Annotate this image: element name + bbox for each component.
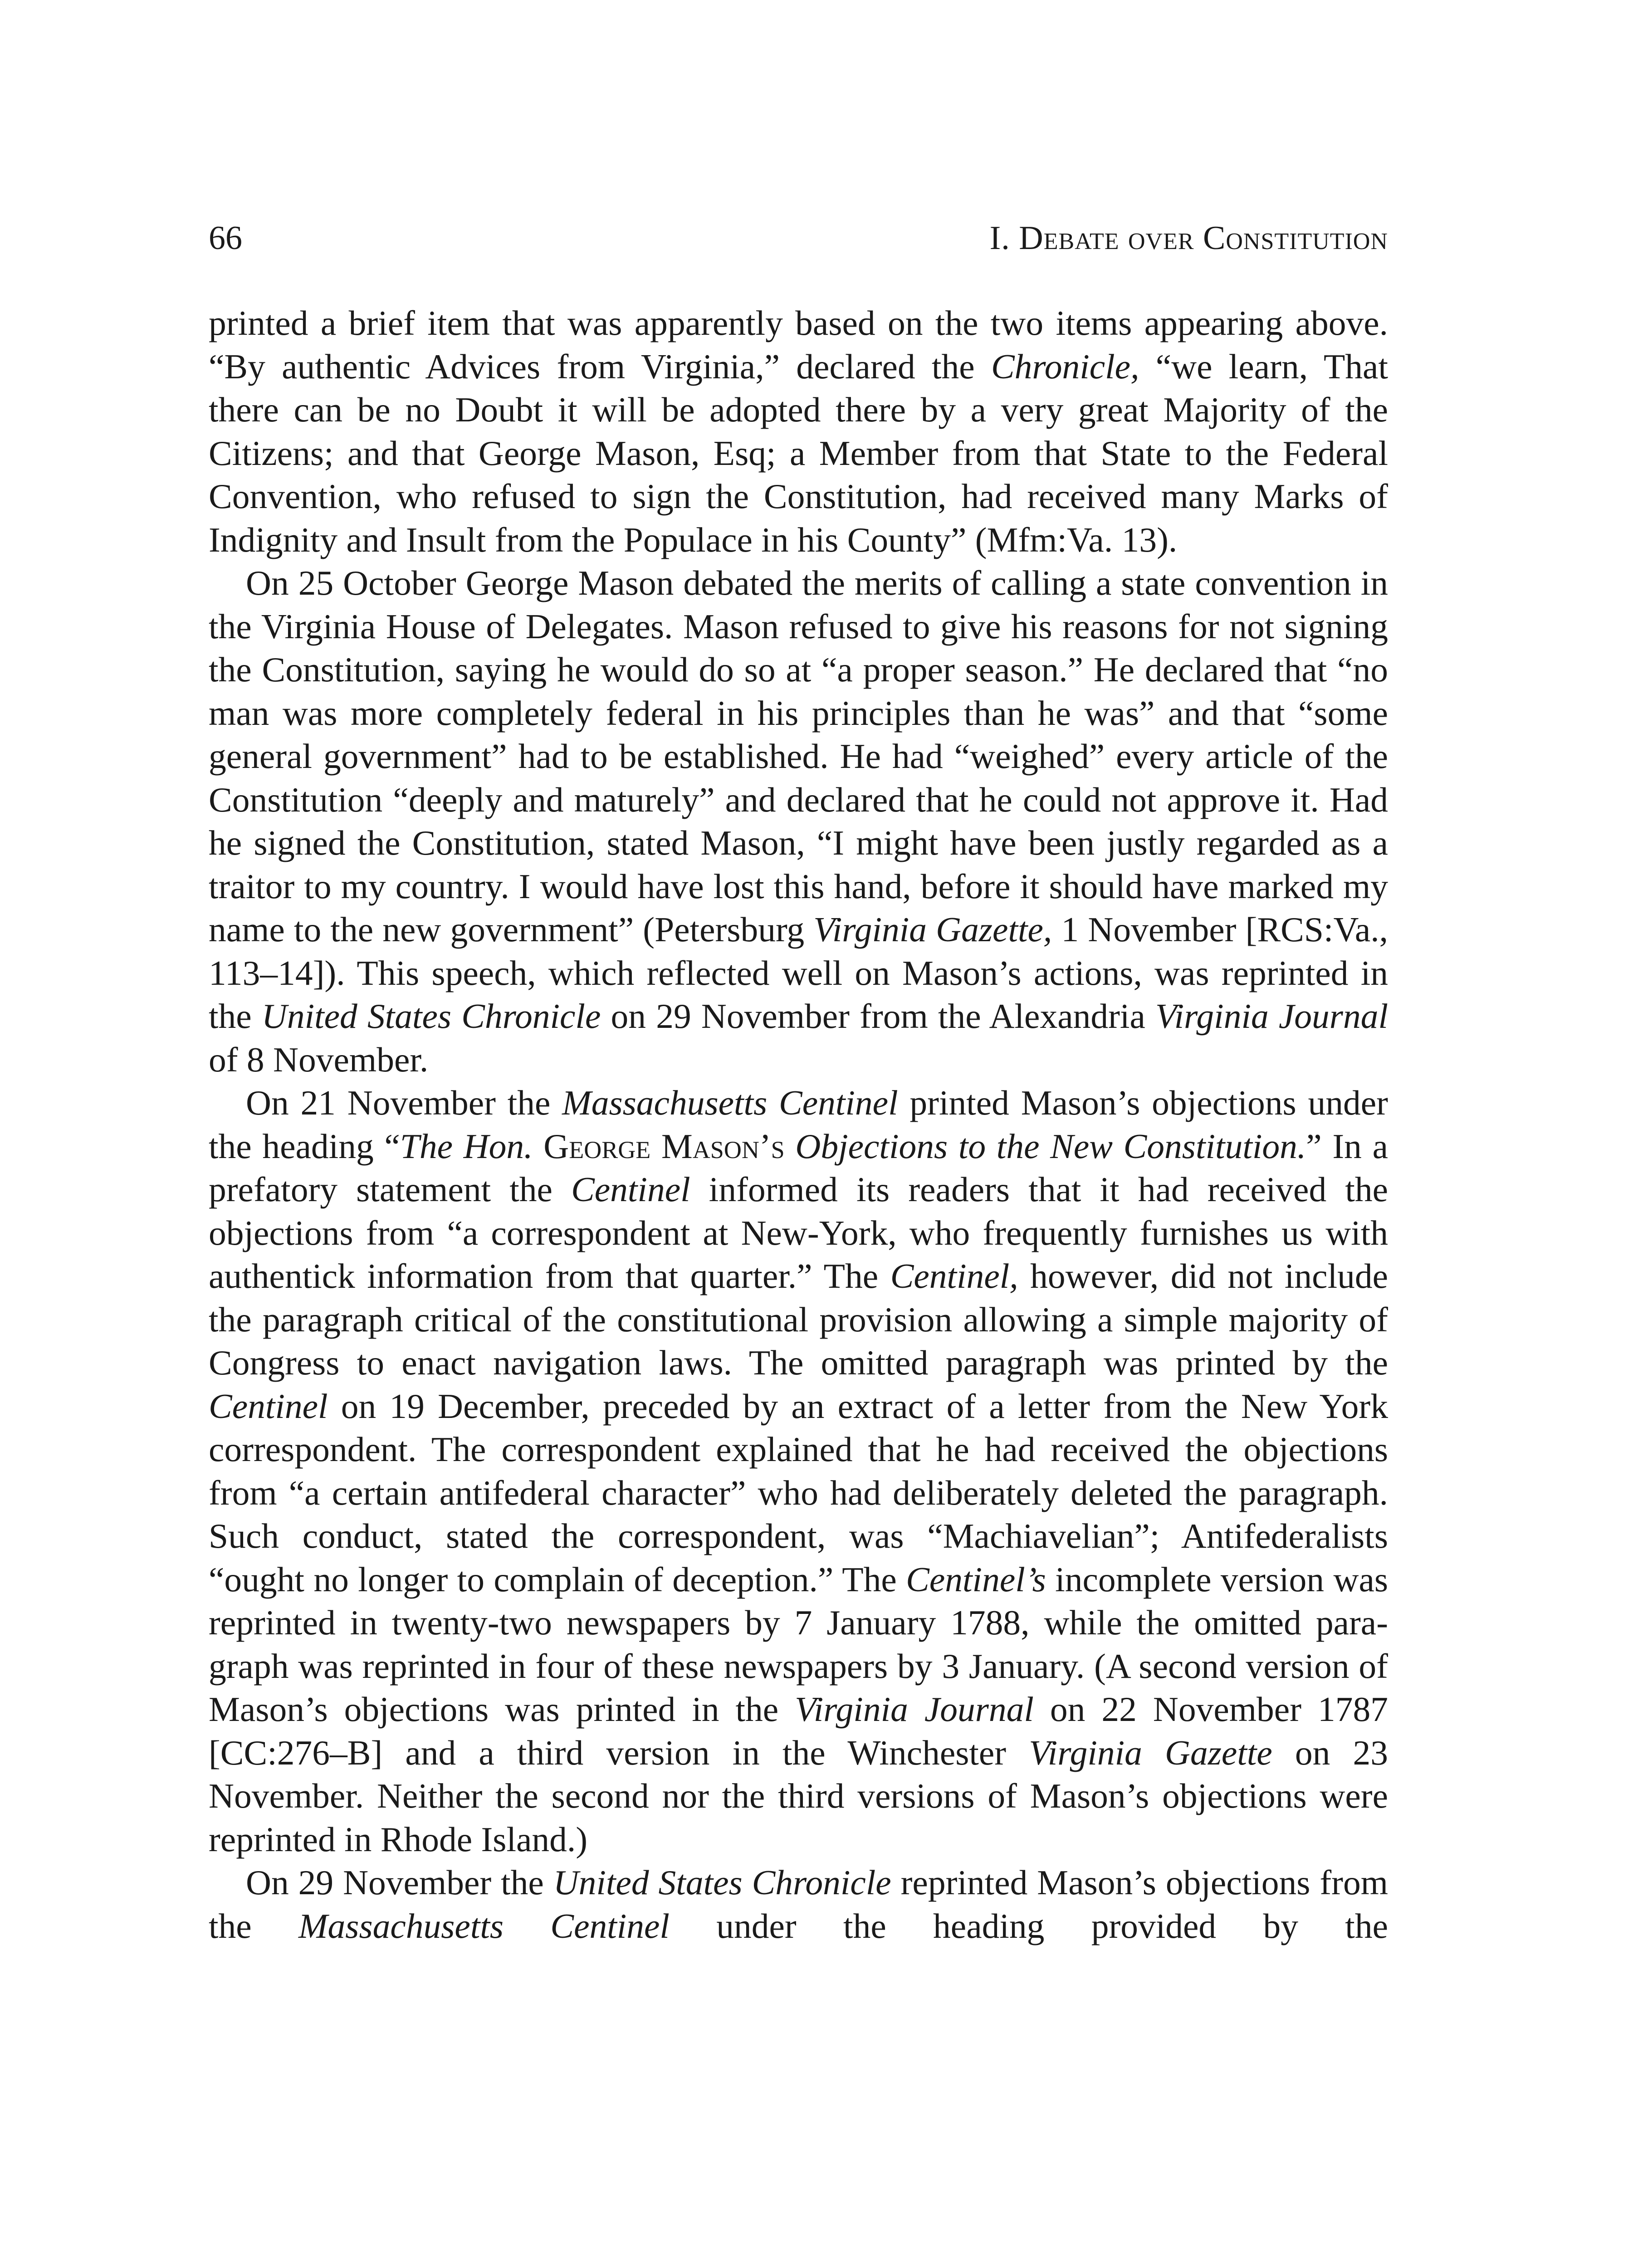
text-run: 1 November [RCS:Va., 113–14]). This speech, which reflected well on Mason’s actions, was reprinted in the [209,910,1388,1036]
italic-text: United States Chronicle [261,997,601,1036]
italic-text: Virginia Journal [795,1690,1034,1729]
paragraph [209,1081,1388,1861]
italic-text: Virginia Gazette, [813,910,1052,949]
chapter-title: I. Debate over Constitution [989,220,1388,257]
text-run: printed a brief item that was apparently based on the two items appearing above. “By authentic Advices from Virginia,” declared the [209,303,1388,386]
small-caps-text: George Mason’s [543,1126,785,1166]
text-run: on 23 November. Neither the second nor the third versions of Mason’s objections were reprinted in Rhode Island.) [209,1733,1388,1859]
italic-text: Centinel [571,1170,690,1209]
italic-text: Chronicle, [991,347,1139,386]
paragraph [209,1861,1388,1948]
body-text [209,302,1388,1948]
paragraph [209,562,1388,1081]
page-number: 66 [209,220,242,257]
running-head [209,218,1388,259]
text-run [785,1127,796,1166]
italic-text: Centinel [209,1386,328,1426]
italic-text: Massachusetts Centinel [562,1083,898,1122]
italic-text: Centinel’s [906,1559,1046,1599]
text-run: ” In a prefatory statement the [209,1126,1388,1209]
text-run: On 29 November the [246,1863,553,1902]
text-run: on 29 November from the Alexandria [601,997,1156,1036]
text-run: “we learn, That there can be no Doubt it will be adopted there by a very great Majority of the Citizens; and that George Mason, Esq; a Member from that State to the Federal Convention, who refused to sign the Constitution, had received many Marks of Indignity and Insult from the Populace in his County” (Mfm:Va. 13). [209,347,1388,559]
paragraph [209,302,1388,562]
italic-text: Virginia Journal [1155,997,1388,1036]
text-run: reprinted Mason’s objections from the [209,1863,1388,1945]
italic-text: Centinel, [890,1256,1018,1295]
text-run: informed its readers that it had received the objections from “a correspondent at New-York, who frequently furnishes us with authentick information from that quarter.” The [209,1170,1389,1295]
text-run: incomplete version was reprinted in twenty-two newspapers by 7 January 1788, while the omitted paragraph was reprinted in four of these newspapers by 3 January. (A second version of Mason’s objections was printed in the [209,1559,1389,1729]
text-run: under the heading provided by the [669,1906,1388,1945]
italic-text: Massachusetts Centinel [298,1906,670,1945]
text-run [533,1127,544,1166]
italic-text: Objections to the New Constitution. [795,1126,1306,1166]
text-run: On 21 November the [246,1083,562,1122]
text-run: of 8 November. [209,1040,429,1079]
text-run: on 19 December, preceded by an extract of a letter from the New York correspondent. The correspondent explained that he had received the objections from “a certain antifederal character” who had deliberately deleted the paragraph. Such conduct, stated the correspondent, was “Machiavelian”; Antifederalists “ought no longer to complain of deception.” The [209,1386,1388,1599]
italic-text: Virginia Gazette [1029,1733,1272,1772]
italic-text: The Hon. [400,1126,533,1166]
text-run: on 22 November 1787 [CC:276–B] and a third version in the Winchester [209,1690,1388,1772]
text-run: On 25 October George Mason debated the merits of calling a state convention in the Virginia House of Delegates. Mason refused to give his reasons for not signing the Constitution, saying he would do so at “a proper season.” He declared that “no man was more completely federal in his principles than he was” and that “some general government” had to be established. He had “weighed” every article of the Constitution “deeply and maturely” and declared that he could not approve it. Had he signed the Constitution, stated Mason, “I might have been justly regarded as a traitor to my country. I would have lost this hand, before it should have marked my name to the new government” (Petersburg [209,563,1388,949]
text-run: printed Mason’s objections under the heading “ [209,1083,1388,1166]
italic-text: United States Chronicle [553,1863,891,1902]
text-run: however, did not include the paragraph critical of the constitutional provision allowing a simple majority of Congress to enact navigation laws. The omitted paragraph was printed by the [209,1256,1388,1382]
